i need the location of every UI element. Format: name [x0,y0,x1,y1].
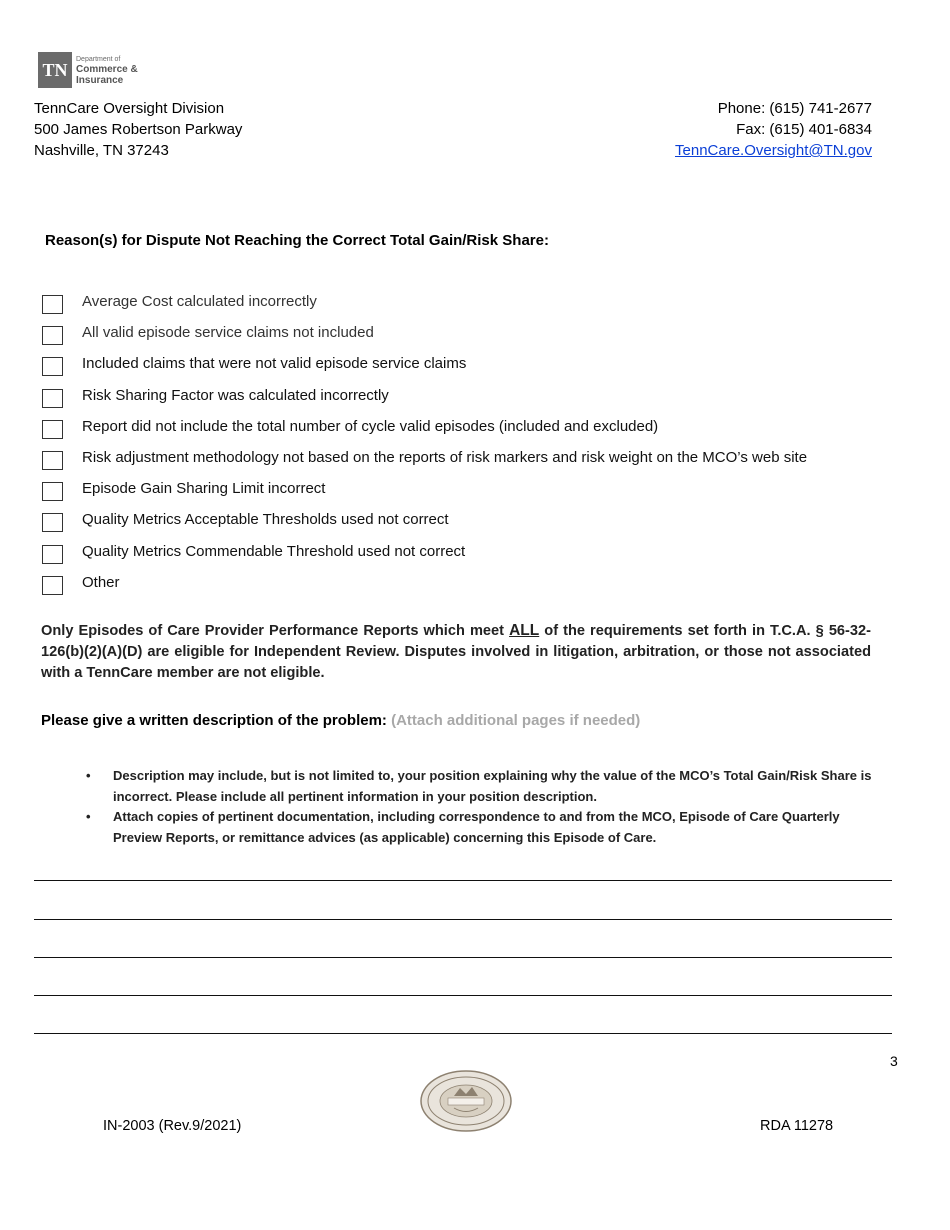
reason-label: Episode Gain Sharing Limit incorrect [82,480,326,498]
reason-checkbox[interactable] [42,295,63,314]
phone-number: Phone: (615) 741-2677 [717,100,872,117]
reason-item [42,417,807,448]
instruction-bullet: • Description may include, but is not limited to, your position explaining why the value of the MCO’s Total Gain/Risk Share is incorrect. Please include all pertinent information in your position description. [86,766,886,807]
email-link[interactable]: TennCare.Oversight@TN.gov [675,142,872,159]
notice-text-after: of the requirements set forth in T.C.A. § 56-32-126(b)(2)(A)(D) are eligible for Independent Review. Disputes involved in litigation, arbitration, or those not associated with a TennCare member are not eligible. [41,623,872,681]
reason-checkbox[interactable] [42,545,63,564]
reason-checkbox[interactable] [42,513,63,532]
reason-label: Other [82,573,120,591]
reason-checkbox[interactable] [42,389,63,408]
reason-item [42,573,807,604]
reason-label: Included claims that were not valid episode service claims [82,355,467,373]
notice-emphasis: ALL [509,622,540,639]
page-number: 3 [890,1053,898,1069]
description-writing-line[interactable] [34,919,892,920]
description-writing-line[interactable] [34,957,892,958]
reason-checkbox[interactable] [42,420,63,439]
reason-item [42,479,807,510]
tn-commerce-insurance-logo [38,50,148,92]
reason-item [42,386,807,417]
reason-label: Quality Metrics Commendable Threshold used not correct [82,542,466,560]
tn-logo-mark: TN [38,52,72,88]
notice-text-before: Only Episodes of Care Provider Performance Reports which meet [41,623,510,639]
reason-label: Quality Metrics Acceptable Thresholds used not correct [82,511,449,529]
reason-label: Risk adjustment methodology not based on the reports of risk markers and risk weight on the MCO’s web site [82,448,808,466]
logo-name-line2: Insurance [76,75,124,86]
description-writing-line[interactable] [34,1033,892,1034]
reason-checkbox[interactable] [42,357,63,376]
prompt-hint: (Attach additional pages if needed) [391,712,641,729]
reason-checkbox[interactable] [42,576,63,595]
contact-info [675,98,872,161]
instruction-bullet: • Attach copies of pertinent documentation, including correspondence to and from the MCO, Episode of Care Quarterly Preview Reports, or remittance advices (as applicable) concerning this Episode of Care. [86,807,886,848]
reason-item [42,510,807,541]
rda-number: RDA 11278 [760,1118,834,1134]
logo-dept-line: Department of [76,56,121,63]
reason-checkbox[interactable] [42,451,63,470]
reason-label: Report did not include the total number of cycle valid episodes (included and excluded) [82,417,659,435]
section-title: Reason(s) for Dispute Not Reaching the Correct Total Gain/Risk Share: [45,232,549,249]
reason-checkbox[interactable] [42,326,63,345]
form-id: IN-2003 (Rev.9/2021) [103,1118,242,1134]
logo-name-line1: Commerce & [76,64,138,75]
reason-checkbox[interactable] [42,482,63,501]
reason-item [42,323,807,354]
reason-label: All valid episode service claims not included [82,324,374,342]
reason-item [42,448,807,479]
fax-number: Fax: (615) 401-6834 [736,121,872,138]
reason-item [42,354,807,385]
description-prompt [41,712,640,729]
street-address: 500 James Robertson Parkway [34,121,243,138]
city-state-zip: Nashville, TN 37243 [34,142,169,159]
description-writing-line[interactable] [34,880,892,881]
description-writing-line[interactable] [34,995,892,996]
reason-label: Average Cost calculated incorrectly [82,293,317,310]
instruction-bullets [86,766,886,848]
reason-label: Risk Sharing Factor was calculated incorrectly [82,386,389,404]
eligibility-notice [41,620,871,684]
logo-wordmark [76,56,138,86]
division-name: TennCare Oversight Division [34,100,225,117]
prompt-label: Please give a written description of the problem: [41,712,387,729]
reason-item [42,542,807,573]
dispute-reasons-checklist [42,292,807,604]
reason-item [42,292,807,323]
tennessee-state-seal-icon [420,1070,512,1132]
division-address [34,98,242,161]
